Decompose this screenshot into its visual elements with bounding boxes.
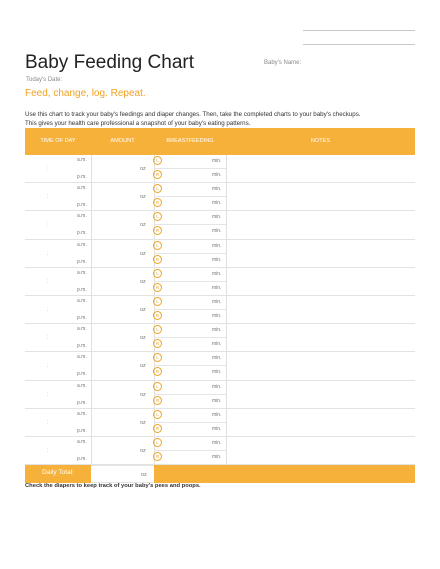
pm-label[interactable]: p.m. (77, 399, 87, 406)
right-minutes-field[interactable]: min. (212, 228, 222, 235)
breastfeeding-divider (154, 422, 226, 423)
amount-field[interactable]: oz (140, 222, 146, 229)
daily-total-row (25, 465, 415, 483)
cell-divider (226, 437, 227, 464)
right-side-circle-icon[interactable]: R (153, 198, 162, 207)
cell-divider (91, 268, 92, 295)
right-minutes-field[interactable]: min. (212, 453, 222, 460)
left-minutes-field[interactable]: min. (212, 439, 222, 446)
left-minutes-field[interactable]: min. (212, 327, 222, 334)
right-minutes-field[interactable]: min. (212, 341, 222, 348)
right-minutes-field[interactable]: min. (212, 284, 222, 291)
daily-total-filler (154, 465, 415, 483)
time-field[interactable]: : (47, 363, 49, 370)
left-minutes-field[interactable]: min. (212, 355, 222, 362)
pm-label[interactable]: p.m. (77, 455, 87, 462)
table-row (25, 183, 415, 211)
cell-divider (226, 352, 227, 379)
time-field[interactable]: : (47, 166, 49, 172)
left-side-circle-icon[interactable]: L (153, 353, 162, 362)
cell-divider (91, 211, 92, 238)
time-field[interactable]: : (47, 194, 49, 201)
daily-total-amount-field[interactable] (91, 465, 154, 483)
daily-total-label: Daily Total: (42, 469, 74, 477)
am-label[interactable]: a.m. (77, 410, 87, 417)
cell-divider (91, 352, 92, 379)
time-field[interactable]: : (47, 222, 49, 229)
pm-label[interactable]: p.m. (77, 427, 87, 434)
left-minutes-field[interactable]: min. (212, 298, 222, 305)
table-row (25, 381, 415, 409)
right-minutes-field[interactable]: min. (212, 397, 222, 404)
breastfeeding-divider (154, 337, 226, 338)
time-field[interactable]: : (47, 419, 49, 426)
breastfeeding-divider (154, 253, 226, 254)
intro-text (25, 110, 415, 128)
left-minutes-field[interactable]: min. (212, 214, 222, 221)
breastfeeding-divider (154, 281, 226, 282)
table-row (25, 296, 415, 324)
am-label[interactable]: a.m. (77, 269, 87, 276)
amount-field[interactable]: oz (140, 166, 146, 172)
time-field[interactable]: : (47, 278, 49, 285)
left-minutes-field[interactable]: min. (212, 270, 222, 277)
breastfeeding-divider (154, 196, 226, 197)
cell-divider (91, 437, 92, 464)
cell-divider (91, 240, 92, 267)
cell-divider (226, 409, 227, 436)
am-label[interactable]: a.m. (77, 326, 87, 333)
am-label[interactable]: a.m. (77, 185, 87, 192)
daily-total-unit: oz (141, 472, 147, 479)
right-minutes-field[interactable]: min. (212, 369, 222, 376)
amount-field[interactable]: oz (140, 419, 146, 426)
right-minutes-field[interactable]: min. (212, 312, 222, 319)
left-side-circle-icon[interactable]: L (153, 438, 162, 447)
table-body (25, 155, 415, 465)
table-row (25, 155, 415, 183)
babys-name-label: Baby's Name: (264, 60, 302, 66)
pm-label[interactable]: p.m. (77, 202, 87, 209)
table-row (25, 437, 415, 465)
table-header (25, 128, 415, 155)
pm-label[interactable]: p.m. (77, 371, 87, 378)
right-side-circle-icon[interactable]: R (153, 311, 162, 320)
left-minutes-field[interactable]: min. (212, 383, 222, 390)
breastfeeding-divider (154, 365, 226, 366)
cell-divider (226, 240, 227, 267)
cell-divider (226, 381, 227, 408)
left-side-circle-icon[interactable]: L (153, 269, 162, 278)
time-field[interactable]: : (47, 391, 49, 398)
table-row (25, 240, 415, 268)
right-side-circle-icon[interactable]: R (153, 424, 162, 433)
am-label[interactable]: a.m. (77, 438, 87, 445)
time-field[interactable]: : (47, 335, 49, 342)
cell-divider (91, 155, 92, 182)
left-side-circle-icon[interactable]: L (153, 410, 162, 419)
left-side-circle-icon[interactable]: L (153, 156, 162, 165)
left-side-circle-icon[interactable]: L (153, 297, 162, 306)
cell-divider (91, 409, 92, 436)
page-title: Baby Feeding Chart (25, 52, 194, 73)
feeding-table (25, 128, 415, 483)
amount-field[interactable]: oz (140, 391, 146, 398)
table-row (25, 211, 415, 239)
right-side-circle-icon[interactable]: R (153, 255, 162, 264)
left-minutes-field[interactable]: min. (212, 242, 222, 249)
left-side-circle-icon[interactable]: L (153, 241, 162, 250)
column-header-time-of-day: TIME OF DAY (40, 138, 76, 144)
right-side-circle-icon[interactable]: R (153, 226, 162, 235)
babys-name-field-line[interactable] (303, 44, 415, 45)
column-header-notes: NOTES (310, 138, 331, 144)
breastfeeding-divider (154, 309, 226, 310)
pm-label[interactable]: p.m. (77, 286, 87, 293)
amount-field[interactable]: oz (140, 306, 146, 313)
amount-field[interactable]: oz (140, 447, 146, 454)
left-side-circle-icon[interactable]: L (153, 212, 162, 221)
breastfeeding-divider (154, 450, 226, 451)
amount-field[interactable]: oz (140, 278, 146, 285)
breastfeeding-divider (154, 394, 226, 395)
column-header-amount: AMOUNT (110, 138, 135, 144)
left-minutes-field[interactable]: min. (212, 158, 222, 164)
tagline: Feed, change, log. Repeat. (25, 88, 146, 99)
time-field[interactable]: : (47, 250, 49, 257)
breastfeeding-divider (154, 224, 226, 225)
left-side-circle-icon[interactable]: L (153, 184, 162, 193)
pm-label[interactable]: p.m. (77, 258, 87, 265)
table-row (25, 324, 415, 352)
table-row (25, 352, 415, 380)
cell-divider (226, 324, 227, 351)
left-side-circle-icon[interactable]: L (153, 382, 162, 391)
pm-label[interactable]: p.m. (77, 230, 87, 237)
column-header-breastfeeding: BREASTFEEDING (166, 138, 214, 144)
breastfeeding-divider (154, 168, 226, 169)
pm-label[interactable]: p.m. (77, 314, 87, 321)
pm-label[interactable]: p.m. (77, 343, 87, 350)
am-label[interactable]: a.m. (77, 241, 87, 248)
am-label[interactable]: a.m. (77, 297, 87, 304)
intro-line-1: Use this chart to track your baby's feedings and diaper changes. Then, take the completed charts to your baby's checkups. (25, 111, 361, 118)
right-side-circle-icon[interactable]: R (153, 339, 162, 348)
right-minutes-field[interactable]: min. (212, 200, 222, 207)
cell-divider (226, 296, 227, 323)
right-side-circle-icon[interactable]: R (153, 170, 162, 179)
amount-field[interactable]: oz (140, 363, 146, 370)
footer-note: Check the diapers to keep track of your baby's pees and poops. (25, 483, 201, 489)
right-side-circle-icon[interactable]: R (153, 367, 162, 376)
cell-divider (91, 183, 92, 210)
left-side-circle-icon[interactable]: L (153, 325, 162, 334)
pm-label[interactable]: p.m. (77, 174, 87, 180)
amount-field[interactable]: oz (140, 250, 146, 257)
right-side-circle-icon[interactable]: R (153, 452, 162, 461)
right-side-circle-icon[interactable]: R (153, 396, 162, 405)
amount-field[interactable]: oz (140, 194, 146, 201)
right-side-circle-icon[interactable]: R (153, 283, 162, 292)
babys-name-field[interactable] (303, 30, 415, 31)
right-minutes-field[interactable]: min. (212, 425, 222, 432)
am-label[interactable]: a.m. (77, 382, 87, 389)
cell-divider (91, 324, 92, 351)
table-row (25, 409, 415, 437)
left-minutes-field[interactable]: min. (212, 411, 222, 418)
cell-divider (226, 155, 227, 182)
right-minutes-field[interactable]: min. (212, 256, 222, 263)
left-minutes-field[interactable]: min. (212, 186, 222, 193)
amount-field[interactable]: oz (140, 335, 146, 342)
cell-divider (226, 183, 227, 210)
todays-date-label: Today's Date: (26, 77, 63, 83)
cell-divider (226, 211, 227, 238)
time-field[interactable]: : (47, 447, 49, 454)
am-label[interactable]: a.m. (77, 213, 87, 220)
right-minutes-field[interactable]: min. (212, 172, 222, 178)
table-row (25, 268, 415, 296)
intro-line-2: This gives your health care professional a snapshot of your baby's eating patterns. (25, 120, 251, 127)
cell-divider (91, 381, 92, 408)
cell-divider (226, 268, 227, 295)
am-label[interactable]: a.m. (77, 354, 87, 361)
cell-divider (91, 296, 92, 323)
am-label[interactable]: a.m. (77, 157, 87, 163)
time-field[interactable]: : (47, 306, 49, 313)
